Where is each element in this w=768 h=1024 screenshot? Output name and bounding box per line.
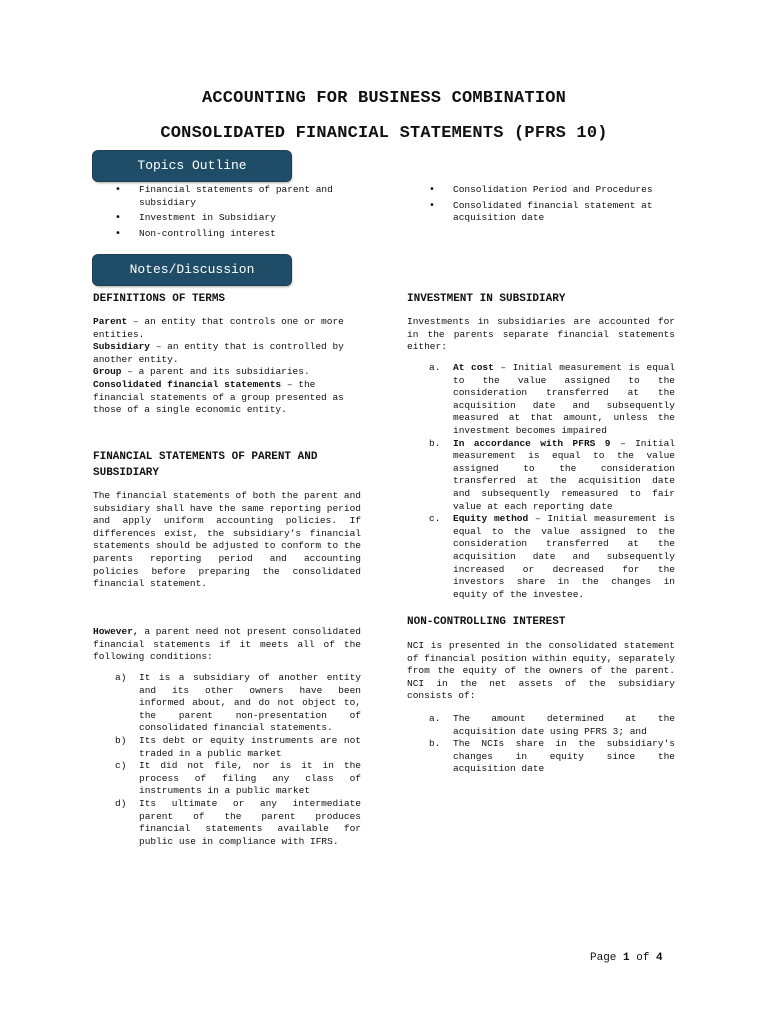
investment-method-item: a. At cost – Initial measurement is equal to the value assigned to the consideration transferred at the acquisition date and subsequently measured at that amount, unless the investment becomes impaired: [429, 362, 675, 436]
conditions-list: [93, 672, 361, 848]
fs-parent-subsidiary-heading: FINANCIAL STATEMENTS OF PARENT AND SUBSIDIARY: [93, 451, 318, 479]
bullet-icon: •: [429, 184, 435, 195]
condition-item: d) Its ultimate or any intermediate parent of the parent produces financial statements available for public use in compliance with IFRS.: [115, 797, 361, 847]
however-paragraph: However, a parent need not present consolidated financial statements if it meets all of the following conditions:: [93, 626, 361, 663]
topic-item: • Consolidation Period and Procedures: [429, 184, 653, 195]
investment-method-item: b. In accordance with PFRS 9 – Initial measurement is equal to the value assigned to the consideration transferred at the acquisition date and subsequently remeasured to fair value at each reporting date: [429, 437, 675, 512]
fs-parent-subsidiary-paragraph: The financial statements of both the parent and subsidiary shall have the same reporting period and apply uniform accounting policies. If differences exist, the subsidiary’s financial statements should be adjusted to conform to the parents reporting period and accounting policies before preparing the consolidated financial statement.: [93, 490, 361, 590]
bullet-icon: •: [115, 227, 121, 239]
topic-item: • Non-controlling interest: [115, 227, 276, 239]
investment-heading: INVESTMENT IN SUBSIDIARY: [407, 293, 566, 305]
nci-list: [407, 713, 675, 776]
topics-list-left: [115, 184, 365, 243]
notes-discussion-label: Notes/Discussion: [93, 255, 291, 285]
condition-item: a) It is a subsidiary of another entity and its other owners have been informed about, and do not object to, the parent non-presentation of consolidated financial statements.: [115, 672, 361, 734]
bullet-icon: •: [115, 184, 121, 195]
nci-intro: NCI is presented in the consolidated statement of financial position within equity, separately from the equity of the owners of the parent. NCI in the net assets of the subsidiary consists of:: [407, 640, 675, 702]
topic-item: • Consolidated financial statement at acquisition date: [429, 199, 653, 223]
investment-methods-list: [407, 362, 675, 601]
topic-item: • Financial statements of parent and subsidiary: [115, 184, 333, 208]
nci-heading: NON-CONTROLLING INTEREST: [407, 616, 566, 628]
topic-item: • Investment in Subsidiary: [115, 212, 276, 223]
page-number: Page 1 of 4: [590, 952, 663, 964]
bullet-icon: •: [115, 212, 121, 223]
topics-outline-label: Topics Outline: [93, 151, 291, 181]
definition-item: Parent – an entity that controls one or more entities.: [93, 316, 344, 340]
nci-item: a. The amount determined at the acquisition date using PFRS 3; and: [429, 713, 675, 737]
definition-item: Group – a parent and its subsidiaries.: [93, 366, 310, 378]
document-subtitle: CONSOLIDATED FINANCIAL STATEMENTS (PFRS 10): [160, 124, 608, 143]
nci-item: b. The NCIs share in the subsidiary's changes in equity since the acquisition date: [429, 738, 675, 775]
investment-method-item: c. Equity method – Initial measurement is equal to the value assigned to the consideration transferred at the acquisition date and subsequently increased or decreased for the investors share in the changes in equity of the investee.: [429, 513, 675, 600]
investment-intro: Investments in subsidiaries are accounted for in the parents separate financial statements either:: [407, 316, 675, 353]
condition-item: b) Its debt or equity instruments are not traded in a public market: [115, 734, 361, 759]
definitions-heading: DEFINITIONS OF TERMS: [93, 293, 226, 305]
condition-item: c) It did not file, nor is it in the process of filing any class of instruments in a public market: [115, 760, 361, 797]
bullet-icon: •: [429, 199, 435, 211]
document-title: ACCOUNTING FOR BUSINESS COMBINATION: [201, 89, 567, 108]
definition-item: Subsidiary – an entity that is controlled by another entity.: [93, 341, 344, 365]
topics-list-right: [429, 184, 679, 228]
definitions-list: [93, 316, 355, 417]
definition-item: Consolidated financial statements – the financial statements of a group presented as those of a single economic entity.: [93, 378, 344, 416]
